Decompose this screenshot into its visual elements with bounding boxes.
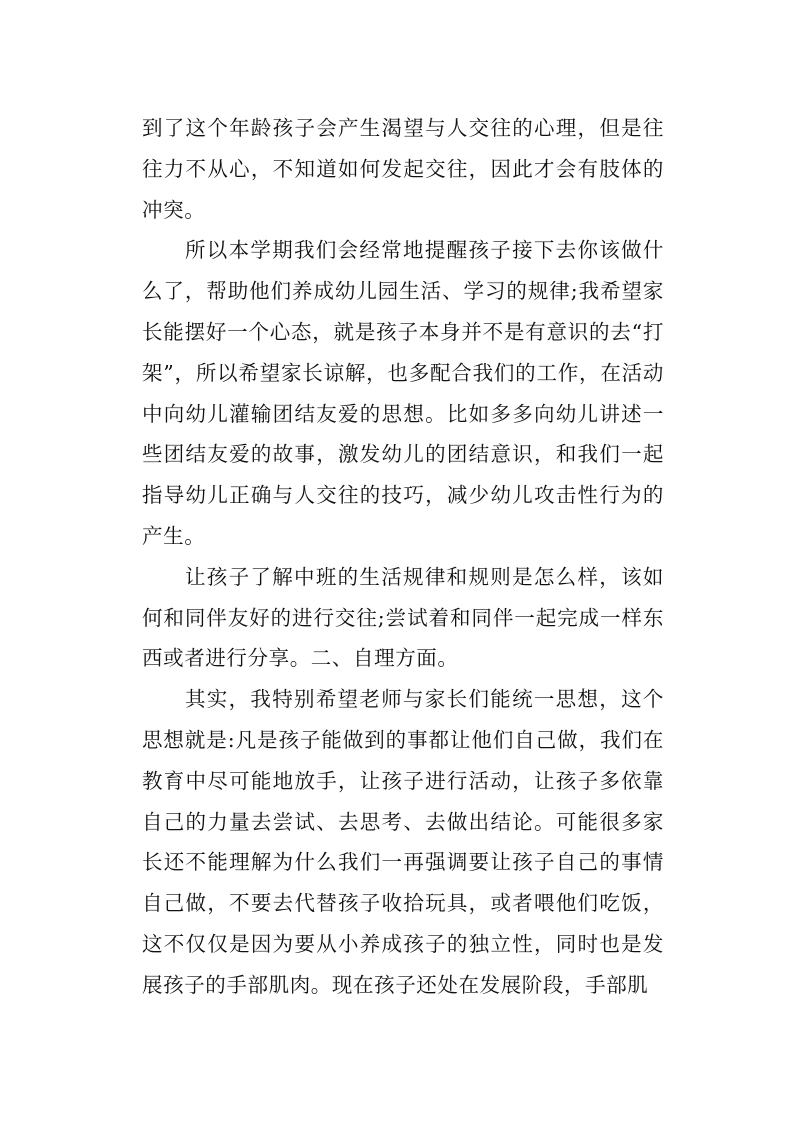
paragraph-4: 其实，我特别希望老师与家长们能统一思想，这个思想就是:凡是孩子能做到的事都让他们自己做，我们在教育中尽可能地放手，让孩子进行活动，让孩子多依靠自己的力量去尝试、去思考、去做出结论。可能很多家长还不能理解为什么我们一再强调要让孩子自己的事情自己做，不要去代替孩子收拾玩具，或者喂他们吃饭，这不仅仅是因为要从小养成孩子的独立性，同时也是发展孩子的手部肌肉。现在孩子还处在发展阶段，手部肌: [142, 687, 664, 997]
paragraph-1: 到了这个年龄孩子会产生渴望与人交往的心理，但是往往力不从心，不知道如何发起交往，因此才会有肢体的冲突。: [142, 116, 664, 222]
document-body: [142, 108, 664, 1006]
paragraph-3: 让孩子了解中班的生活规律和规则是怎么样，该如何和同伴友好的进行交往;尝试着和同伴一起完成一样东西或者进行分享。二、自理方面。: [142, 564, 664, 671]
paragraph-2: 所以本学期我们会经常地提醒孩子接下去你该做什么了，帮助他们养成幼儿园生活、学习的规律;我希望家长能摆好一个心态，就是孩子本身并不是有意识的去“打架”，所以希望家长谅解，也多配合我们的工作，在活动中向幼儿灌输团结友爱的思想。比如多多向幼儿讲述一些团结友爱的故事，激发幼儿的团结意识，和我们一起指导幼儿正确与人交往的技巧，减少幼儿攻击性行为的产生。: [142, 238, 664, 548]
